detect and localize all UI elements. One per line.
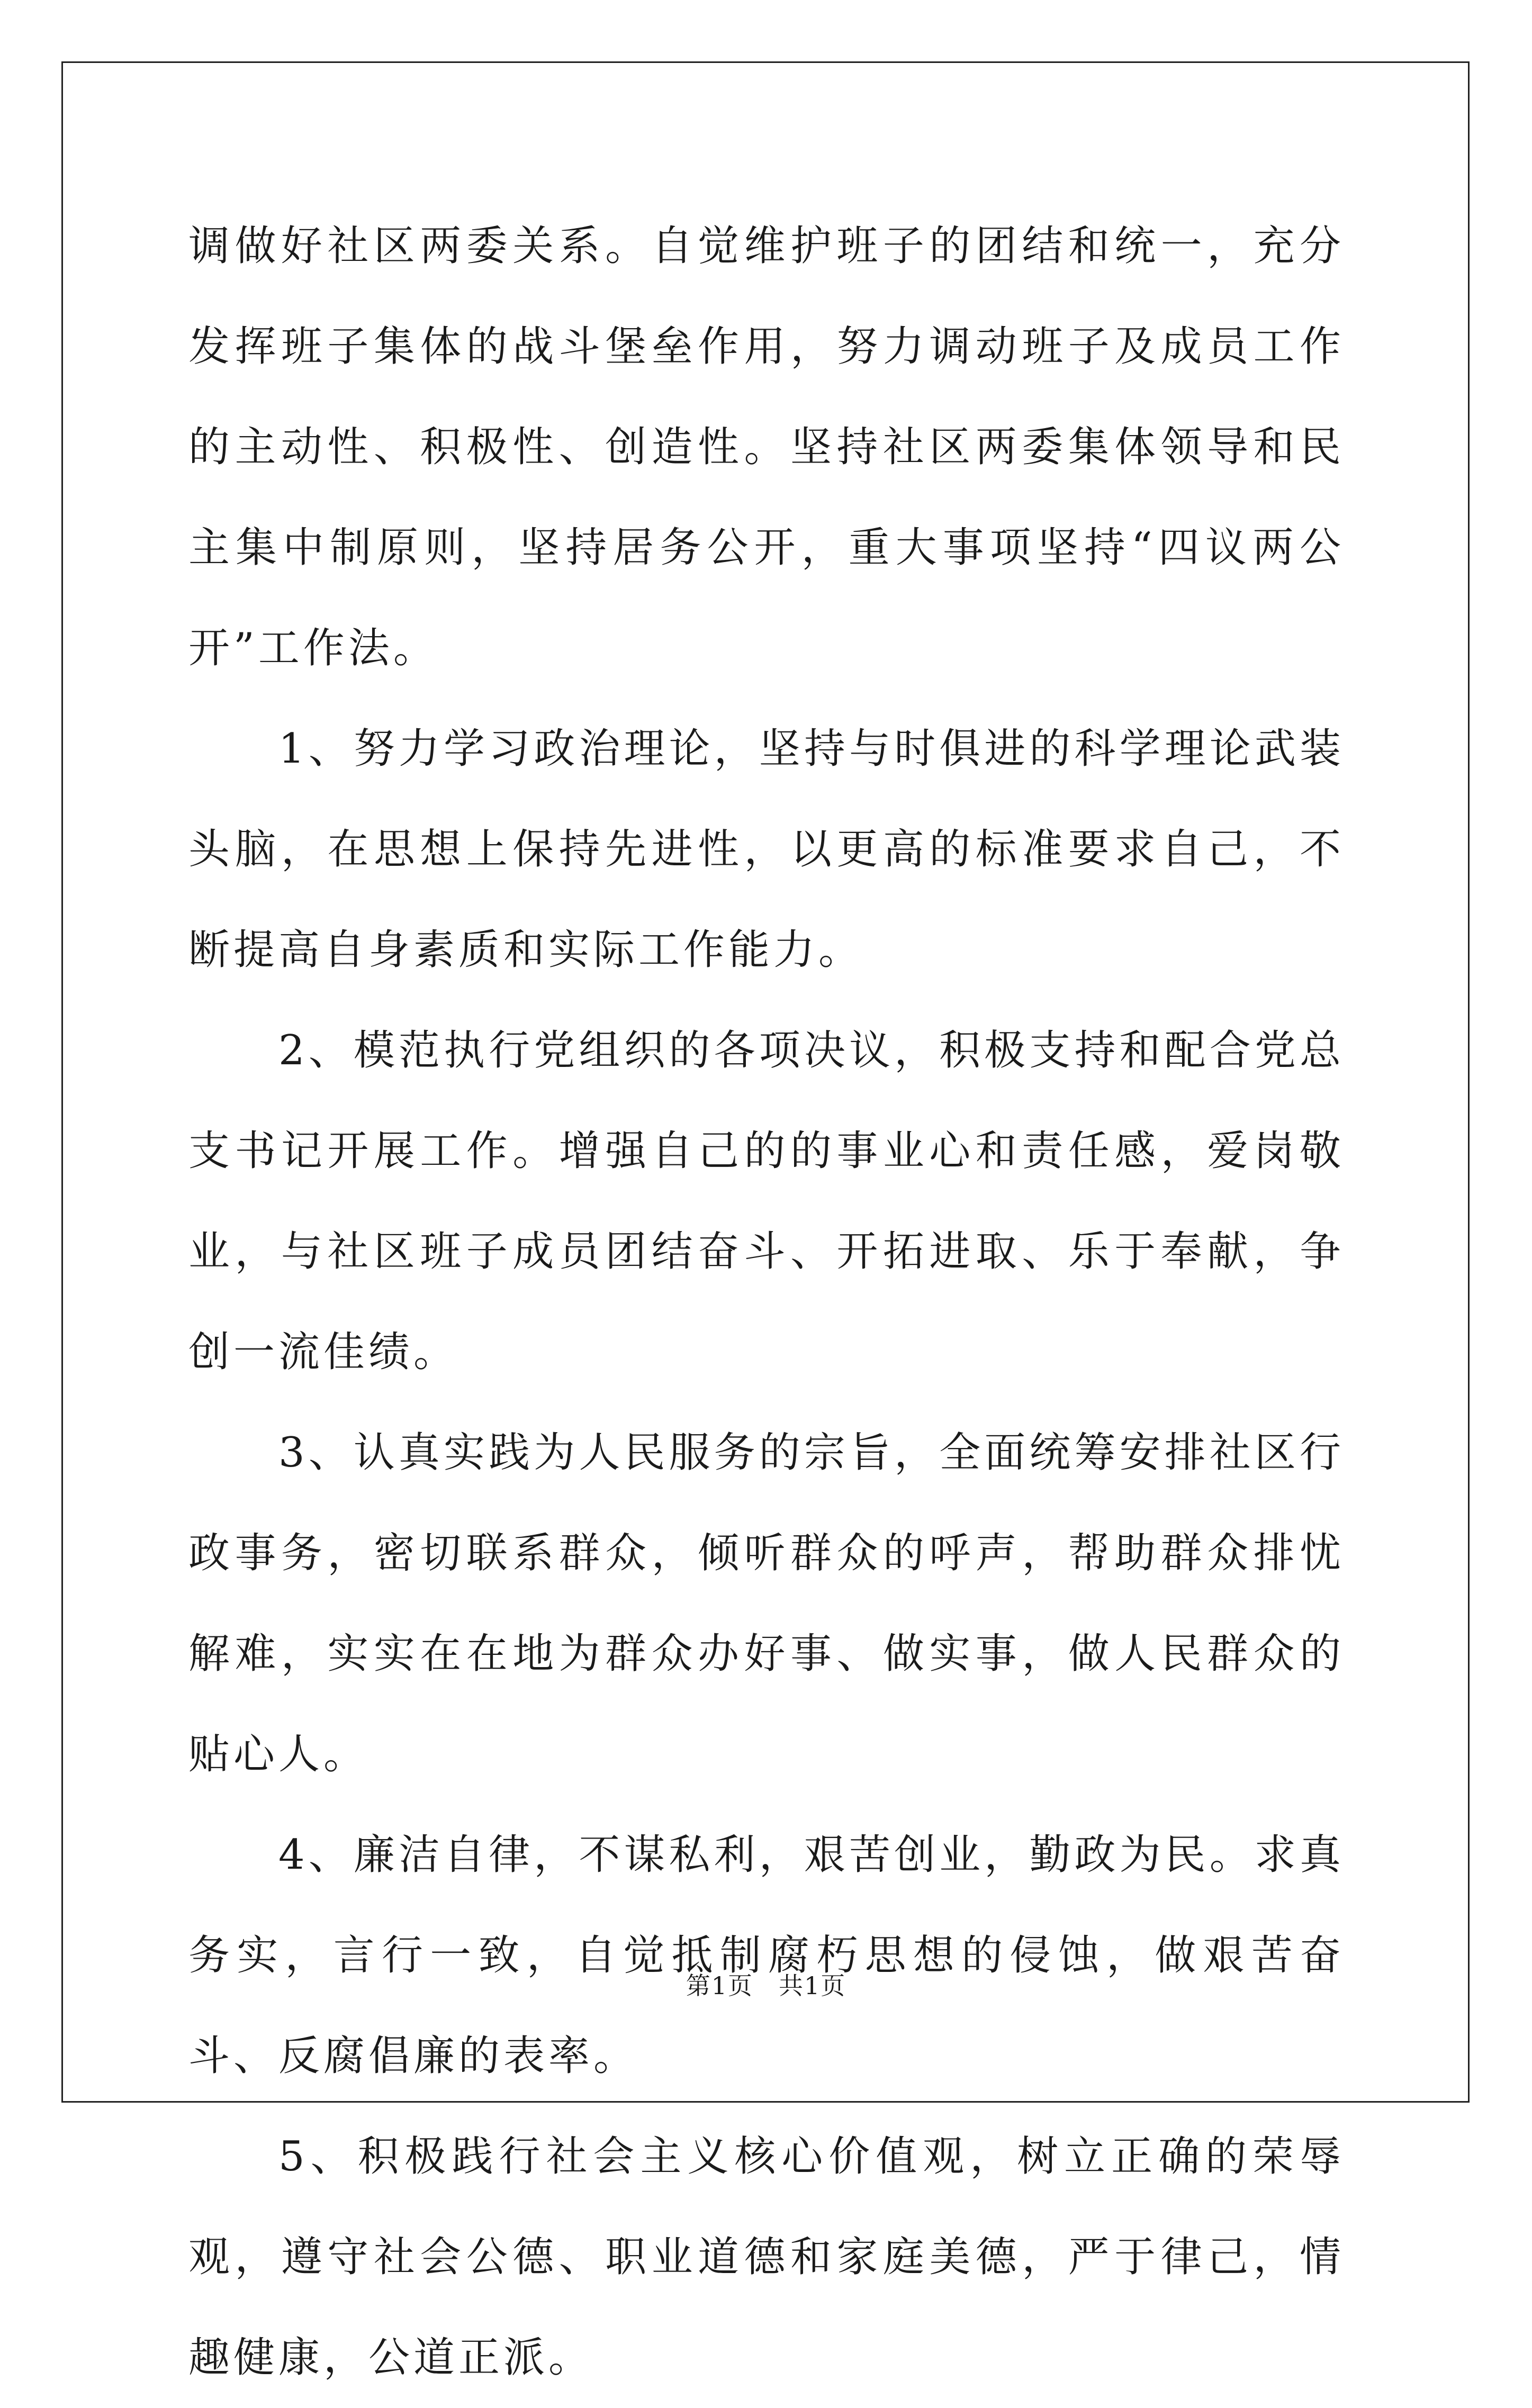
document-body	[188, 196, 1345, 2408]
page-number-current: 第1页	[686, 1971, 753, 2000]
page-footer	[0, 1967, 1532, 2002]
paragraph-item-5: 5、积极践行社会主义核心价值观，树立正确的荣辱观，遵守社会公德、职业道德和家庭美德，严于律己，情趣健康，公道正派。	[188, 2133, 1345, 2382]
page-number-total: 共1页	[779, 1971, 846, 2000]
paragraph-item-4: 4、廉洁自律，不谋私利，艰苦创业，勤政为民。求真务实，言行一致，自觉抵制腐朽思想的侵蚀，做艰苦奋斗、反腐倡廉的表率。	[188, 1831, 1345, 2080]
paragraph-continuation: 调做好社区两委关系。自觉维护班子的团结和统一，充分发挥班子集体的战斗堡垒作用，努力调动班子及成员工作的主动性、积极性、创造性。坚持社区两委集体领导和民主集中制原则，坚持居务公开，重大事项坚持“四议两公开”工作法。	[188, 222, 1345, 672]
paragraph-item-2: 2、模范执行党组织的各项决议，积极支持和配合党总支书记开展工作。增强自己的的事业心和责任感，爱岗敬业，与社区班子成员团结奋斗、开拓进取、乐于奉献，争创一流佳绩。	[188, 1027, 1345, 1376]
paragraph-item-3: 3、认真实践为人民服务的宗旨，全面统筹安排社区行政事务，密切联系群众，倾听群众的呼声，帮助群众排忧解难，实实在在地为群众办好事、做实事，做人民群众的贴心人。	[188, 1429, 1345, 1778]
paragraph-item-1: 1、努力学习政治理论，坚持与时俱进的科学理论武装头脑，在思想上保持先进性，以更高的标准要求自己，不断提高自身素质和实际工作能力。	[188, 725, 1345, 974]
